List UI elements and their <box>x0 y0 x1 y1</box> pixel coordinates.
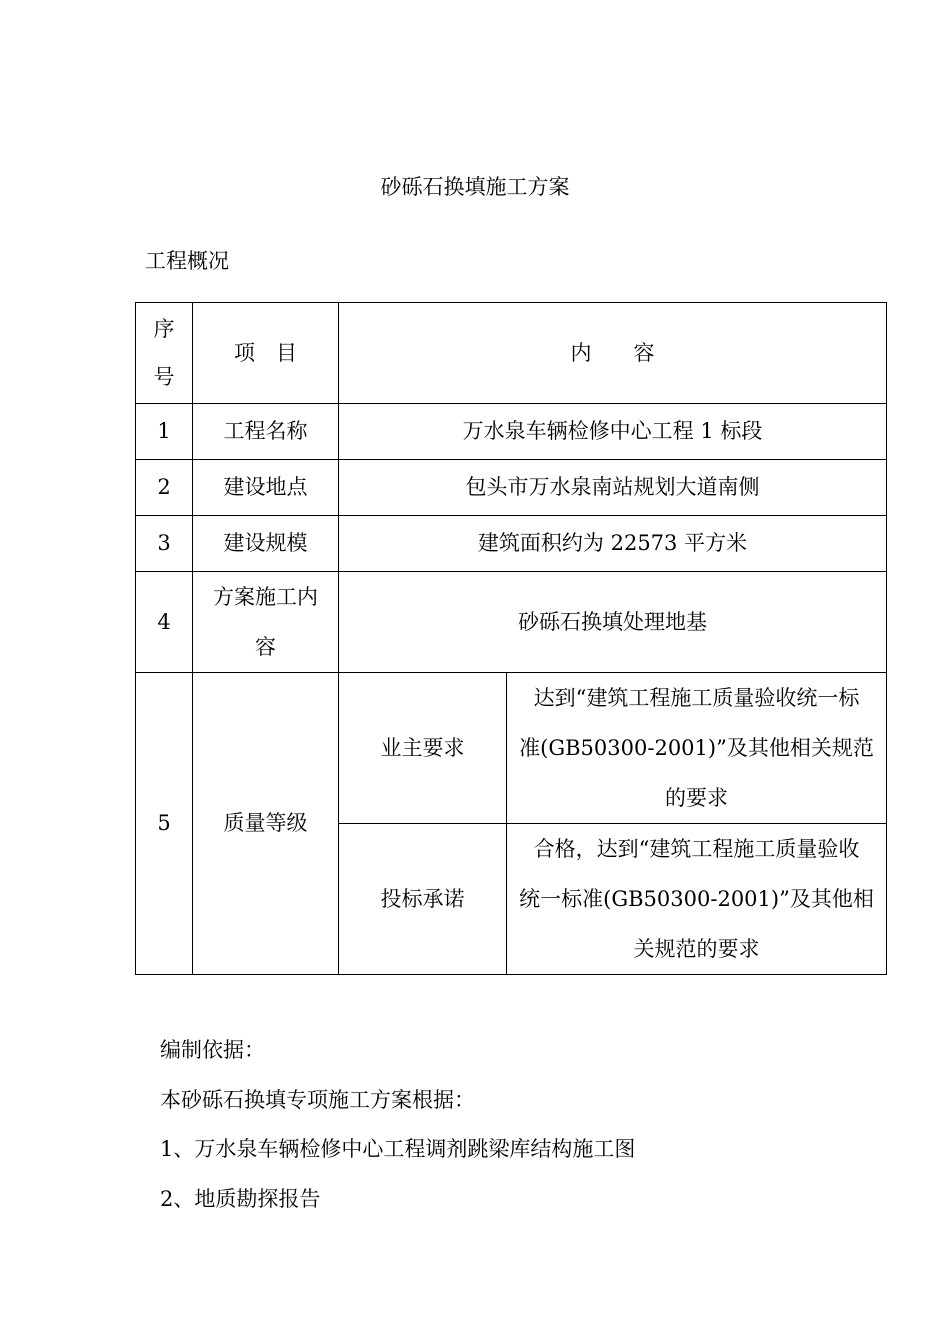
bid-line2: 统一标准(GB50300-2001)”及其他相 <box>519 887 874 911</box>
row-item-line2: 容 <box>255 635 276 659</box>
bid-line1: 合格，达到“建筑工程施工质量验收 <box>533 837 860 861</box>
project-overview-table <box>135 302 887 975</box>
quality-row-owner <box>136 673 887 824</box>
bid-line3: 关规范的要求 <box>633 937 760 961</box>
basis-item: 2、地质勘探报告 <box>160 1186 321 1211</box>
header-no-line2: 号 <box>153 365 175 389</box>
row-content: 建筑面积约为 22573 平方米 <box>339 516 887 572</box>
owner-requirement-label: 业主要求 <box>339 673 507 824</box>
header-item: 项 目 <box>193 303 339 404</box>
table-row <box>136 404 887 460</box>
document-title: 砂砾石换填施工方案 <box>380 175 570 199</box>
table-row <box>136 516 887 572</box>
row-content: 包头市万水泉南站规划大道南侧 <box>339 460 887 516</box>
owner-line2: 准(GB50300-2001)”及其他相关规范 <box>519 736 874 760</box>
quality-no: 5 <box>136 673 193 975</box>
header-content: 内 容 <box>339 303 887 404</box>
table-row <box>136 572 887 673</box>
basis-intro: 本砂砾石换填专项施工方案根据： <box>160 1087 475 1112</box>
basis-item: 1、万水泉车辆检修中心工程调剂跳梁库结构施工图 <box>160 1137 636 1161</box>
owner-requirement-text <box>507 673 887 824</box>
basis-heading: 编制依据： <box>160 1038 265 1062</box>
row-no: 2 <box>136 460 193 516</box>
header-no <box>136 303 193 404</box>
owner-line3: 的要求 <box>665 786 728 810</box>
row-no: 1 <box>136 404 193 460</box>
quality-item: 质量等级 <box>193 673 339 975</box>
row-item <box>193 572 339 673</box>
row-item: 工程名称 <box>193 404 339 460</box>
bid-commitment-label: 投标承诺 <box>339 824 507 975</box>
row-item: 建设规模 <box>193 516 339 572</box>
table-header-row <box>136 303 887 404</box>
table-row <box>136 460 887 516</box>
section-heading: 工程概况 <box>145 249 229 273</box>
bid-commitment-text <box>507 824 887 975</box>
row-no: 3 <box>136 516 193 572</box>
row-item-line1: 方案施工内 <box>213 585 318 609</box>
row-content: 万水泉车辆检修中心工程 1 标段 <box>339 404 887 460</box>
header-no-line1: 序 <box>153 317 175 341</box>
row-item: 建设地点 <box>193 460 339 516</box>
row-content: 砂砾石换填处理地基 <box>339 572 887 673</box>
row-no: 4 <box>136 572 193 673</box>
compilation-basis <box>160 1026 635 1224</box>
owner-line1: 达到“建筑工程施工质量验收统一标 <box>533 686 860 710</box>
